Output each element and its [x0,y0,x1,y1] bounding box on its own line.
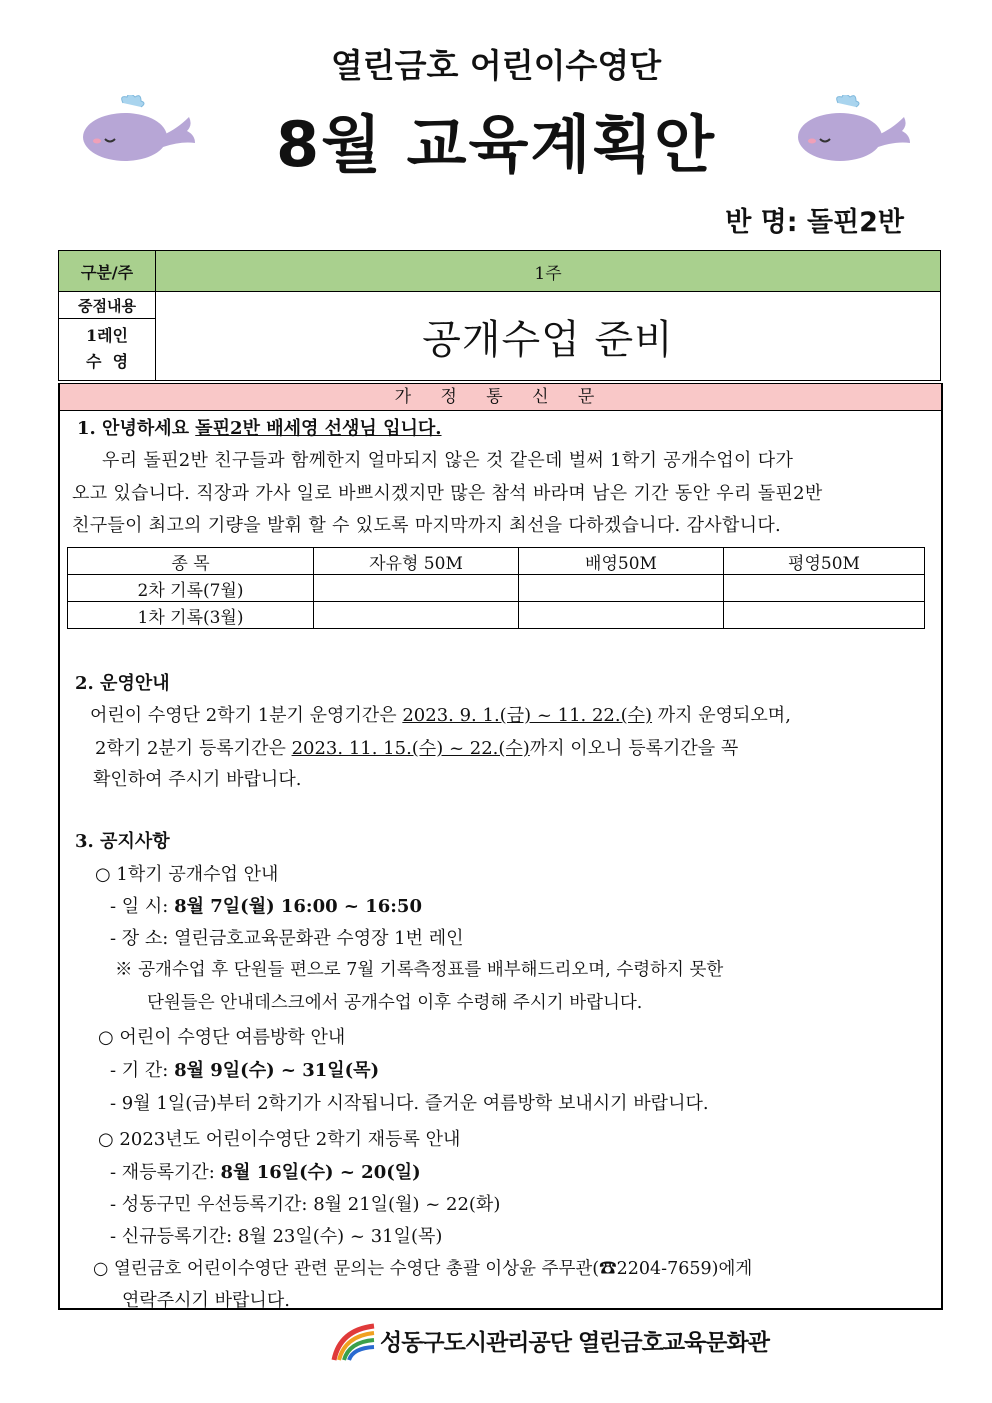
notice2-period [110,1056,379,1082]
record-row-label: 2차 기록(7월) [68,575,314,602]
record-table-header: 평영50M [724,548,925,575]
newsletter-box [58,383,943,1310]
record-cell [724,575,925,602]
record-table [67,547,925,629]
notice1-time [110,892,422,918]
col-label-cell: 구분/주 [59,251,156,292]
lane-label: 1레인 [85,325,129,345]
record-cell [519,575,724,602]
section1-title [77,414,442,440]
rainbow-logo-icon [330,1320,378,1362]
notice1-time-value: 8월 7일(월) 16:00 ~ 16:50 [174,896,422,917]
footer [0,1318,992,1366]
section1-line: 우리 돌핀2반 친구들과 함께한지 얼마되지 않은 것 같은데 벌써 1학기 공개수업이 다가 [102,450,794,471]
s2-l2-a: 2학기 2분기 등록기간은 [95,738,292,759]
notice1-place: - 장 소: 열린금호교육문화관 수영장 1번 레인 [110,928,464,949]
record-table-header: 자유형 50M [314,548,519,575]
org-title: 열린금호 어린이수영단 [330,46,662,85]
notice3-title: ○ 2023년도 어린이수영단 2학기 재등록 안내 [98,1129,461,1150]
class-name: 반 명: 돌핀2반 [725,207,904,238]
notice3-new: - 신규등록기간: 8월 23일(수) ~ 31일(목) [110,1226,443,1247]
section2-line [95,734,738,760]
week-cell: 1주 [156,251,941,292]
section2-title: 2. 운영안내 [75,673,170,694]
notice2-period-value: 8월 9일(수) ~ 31일(목) [174,1060,380,1081]
notice3-rereg-value: 8월 16일(수) ~ 20(일) [220,1162,421,1183]
notice1-time-label: - 일 시: [110,896,175,917]
record-cell [724,602,925,629]
table-row [68,602,925,629]
notice1-note: 단원들은 안내데스크에서 공개수업 이후 수령해 주시기 바랍니다. [147,993,643,1013]
record-table-header-row [68,548,925,575]
notice2-start: - 9월 1일(금)부터 2학기가 시작됩니다. 즐거운 여름방학 보내시기 바랍니다. [110,1093,709,1114]
record-cell [314,602,519,629]
notice4-line: ○ 열린금호 어린이수영단 관련 문의는 수영단 총괄 이상윤 주무관(☎2204-7659)에게 [93,1259,753,1279]
notice1-title: ○ 1학기 공개수업 안내 [95,864,279,885]
notice1-note: ※ 공개수업 후 단원들 편으로 7월 기록측정표를 배부해드리오며, 수령하지 못한 [115,960,724,980]
table-row [68,575,925,602]
focus-label-cell [59,292,156,381]
s2-l1-period: 2023. 9. 1.(금) ~ 11. 22.(수) [402,705,653,726]
footer-text: 성동구도시관리공단 열린금호교육문화관 [380,1330,769,1356]
section2-line [90,701,791,727]
notice4-line: 연락주시기 바랍니다. [122,1290,290,1311]
record-cell [314,575,519,602]
notice3-rereg [110,1158,421,1184]
section1-title-prefix: 1. 안녕하세요 [77,418,196,439]
section1-line: 오고 있습니다. 직장과 가사 일로 바쁘시겠지만 많은 참석 바라며 남은 기간 동안 우리 돌핀2반 [72,483,823,504]
notice2-period-label: - 기 간: [110,1060,175,1081]
notice3-priority: - 성동구민 우선등록기간: 8월 21일(월) ~ 22(화) [110,1194,501,1215]
record-cell [519,602,724,629]
record-row-label: 1차 기록(3월) [68,602,314,629]
swim-label: 수 영 [85,351,129,371]
section1-title-teacher: 돌핀2반 배세영 선생님 입니다. [195,418,442,439]
s2-l1-a: 어린이 수영단 2학기 1분기 운영기간은 [90,705,403,726]
plan-table [58,250,941,381]
focus-label: 중점내용 [59,294,155,319]
s2-l2-period: 2023. 11. 15.(수) ~ 22.(수) [291,738,530,759]
notice3-rereg-label: - 재등록기간: [110,1162,221,1183]
newsletter-title: 가 정 통 신 문 [60,384,941,411]
record-table-header: 배영50M [519,548,724,575]
record-table-header: 종 목 [68,548,314,575]
s2-l2-c: 까지 이오니 등록기간을 꼭 [529,738,739,759]
s2-l1-c: 까지 운영되오며, [652,705,791,726]
whale-right-icon [790,95,915,165]
section2-line: 확인하여 주시기 바랍니다. [93,769,302,790]
notice2-title: ○ 어린이 수영단 여름방학 안내 [98,1027,346,1048]
focus-content: 공개수업 준비 [156,292,941,381]
section1-line: 친구들이 최고의 기량을 발휘 할 수 있도록 마지막까지 최선을 다하겠습니다. 감사합니다. [72,515,782,536]
section3-title: 3. 공지사항 [75,831,170,852]
main-title: 8월 교육계획안 [275,108,717,181]
